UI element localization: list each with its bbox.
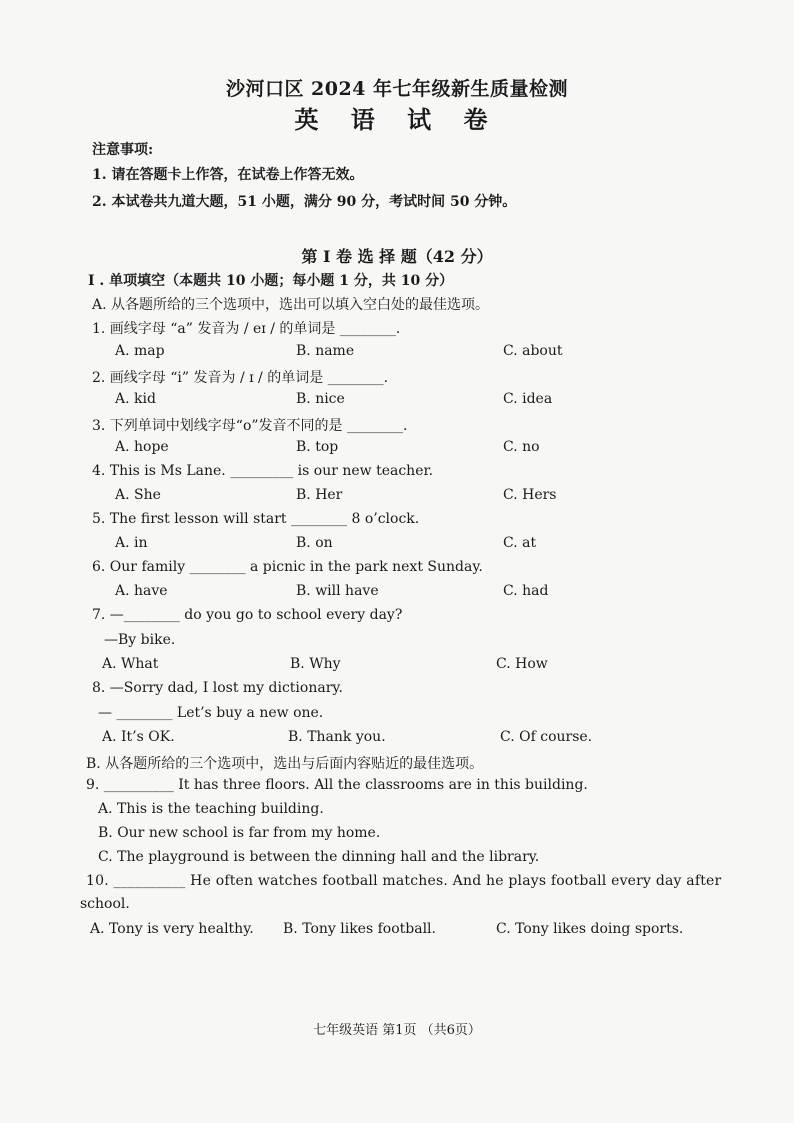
option-c: C. had [503,583,549,599]
option-a: A. hope [115,439,169,455]
option-a: A. in [115,535,148,551]
exam-title: 沙河口区 2024 年七年级新生质量检测 [225,78,569,100]
question-reply: — ________ Let’s buy a new one. [98,705,324,721]
option-c: C. How [496,656,548,672]
option-b: B. Tony likes football. [283,921,436,937]
paper-title: 英 语 试 卷 [294,105,500,134]
option-c: C. Tony likes doing sports. [496,921,684,937]
option-a: A. map [115,343,165,359]
note-item: 1. 请在答题卡上作答，在试卷上作答无效。 [92,167,364,183]
option-c: C. Of course. [500,729,593,745]
option-c: C. no [503,439,540,455]
question-stem: 6. Our family ________ a picnic in the park next Sunday. [92,559,483,575]
question-stem: 3. 下列单词中划线字母“o”发音不同的是 ________. [92,418,408,434]
option-c: C. Hers [503,487,557,503]
question-reply: —By bike. [104,632,176,648]
note-item: 2. 本试卷共九道大题，51 小题，满分 90 分，考试时间 50 分钟。 [92,194,517,210]
page-footer: 七年级英语 第1页 （共6页） [313,1023,481,1038]
option-b: B. will have [296,583,379,599]
option-b: B. Thank you. [288,729,386,745]
option-b: B. on [296,535,333,551]
option-c: C. about [503,343,563,359]
question-stem: 10. __________ He often watches football matches. And he plays football every day after [86,873,722,889]
option-a: A. This is the teaching building. [98,801,324,817]
question-stem: 4. This is Ms Lane. _________ is our new teacher. [92,463,434,479]
instruction-b: B. 从各题所给的三个选项中，选出与后面内容贴近的最佳选项。 [86,756,484,772]
part-title: 第 I 卷 选 择 题（42 分） [301,247,493,266]
option-b: B. Our new school is far from my home. [98,825,381,841]
notes-heading: 注意事项: [92,142,154,158]
option-a: A. have [115,583,168,599]
instruction-a: A. 从各题所给的三个选项中，选出可以填入空白处的最佳选项。 [92,297,490,313]
option-a: A. Tony is very healthy. [90,921,254,937]
option-c: C. at [503,535,537,551]
option-c: C. The playground is between the dinning hall and the library. [98,849,540,865]
question-stem: 2. 画线字母 “i” 发音为 / ɪ / 的单词是 ________. [92,370,389,386]
option-b: B. Her [296,487,343,503]
question-stem: 9. __________ It has three floors. All the classrooms are in this building. [86,777,588,793]
question-stem: 8. —Sorry dad, I lost my dictionary. [92,680,343,696]
question-stem: 1. 画线字母 “a” 发音为 / eɪ / 的单词是 ________. [92,321,401,337]
option-a: A. She [115,487,161,503]
question-stem-continued: school. [80,896,130,912]
option-b: B. nice [296,391,345,407]
option-b: B. top [296,439,339,455]
option-b: B. name [296,343,355,359]
option-a: A. It’s OK. [102,729,175,745]
option-b: B. Why [290,656,341,672]
section-title: I . 单项填空（本题共 10 小题；每小题 1 分，共 10 分） [88,273,454,289]
question-stem: 7. —________ do you go to school every day? [92,607,403,623]
option-a: A. kid [115,391,156,407]
option-c: C. idea [503,391,553,407]
option-a: A. What [102,656,159,672]
question-stem: 5. The first lesson will start ________ 8 o’clock. [92,511,420,527]
